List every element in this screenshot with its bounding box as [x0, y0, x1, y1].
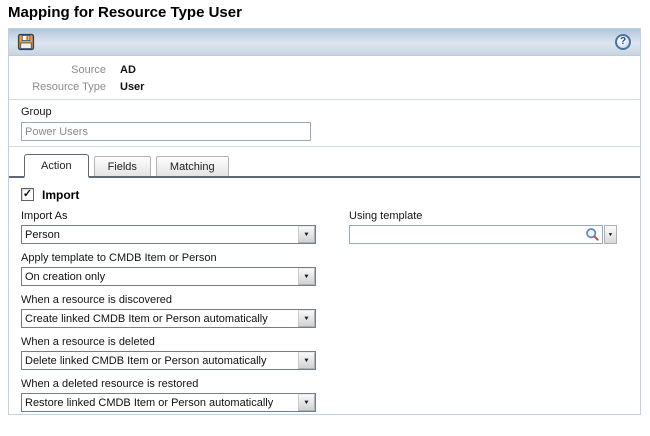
- source-label: Source: [71, 63, 106, 76]
- apply-template-label: Apply template to CMDB Item or Person: [21, 252, 217, 264]
- dropdown-arrow-glyph: ▼: [303, 231, 310, 238]
- dropdown-arrow-glyph: ▼: [303, 273, 310, 280]
- tab-fields[interactable]: Fields: [94, 156, 151, 176]
- tabstrip: [9, 147, 640, 178]
- group-label: Group: [21, 106, 52, 118]
- group-section: [9, 100, 640, 147]
- page-title: Mapping for Resource Type User: [8, 4, 242, 21]
- toolbar: [9, 29, 640, 56]
- dropdown-arrow-glyph: ▼: [303, 399, 310, 406]
- source-value: AD: [120, 63, 136, 76]
- using-template-input[interactable]: [350, 227, 582, 242]
- resource-discovered-label: When a resource is discovered: [21, 294, 173, 306]
- using-template-column: [349, 202, 617, 244]
- group-input[interactable]: [21, 122, 311, 141]
- tab-content-section: [9, 147, 640, 414]
- using-template-lookup: [349, 225, 617, 244]
- mapping-panel: [8, 28, 641, 415]
- import-checkbox[interactable]: [21, 188, 34, 201]
- resource-discovered-select[interactable]: [21, 309, 316, 328]
- chevron-down-icon[interactable]: [298, 352, 315, 369]
- apply-template-value: On creation only: [25, 270, 106, 283]
- import-row: [21, 187, 628, 202]
- using-template-label: Using template: [349, 210, 423, 222]
- info-row-source: [9, 61, 640, 78]
- save-icon: [17, 33, 35, 51]
- chevron-down-icon[interactable]: [298, 226, 315, 243]
- help-icon: ?: [615, 34, 631, 50]
- resource-discovered-value: Create linked CMDB Item or Person automatically: [25, 312, 268, 325]
- resource-deleted-label: When a resource is deleted: [21, 336, 155, 348]
- resource-restored-select[interactable]: [21, 393, 316, 412]
- dropdown-arrow-glyph: ▼: [303, 357, 310, 364]
- save-button[interactable]: [15, 31, 37, 53]
- template-menu-button[interactable]: [604, 225, 617, 244]
- resource-deleted-select[interactable]: [21, 351, 316, 370]
- import-label: Import: [42, 187, 80, 202]
- import-as-template-row: [21, 202, 628, 244]
- chevron-down-icon[interactable]: [298, 394, 315, 411]
- info-section: [9, 56, 640, 100]
- magnifier-icon: [585, 227, 600, 242]
- help-button[interactable]: [612, 31, 634, 53]
- action-tab-content: [9, 178, 640, 414]
- resource-restored-label: When a deleted resource is restored: [21, 378, 199, 390]
- tab-action[interactable]: Action: [24, 154, 89, 178]
- using-template-input-wrap: [349, 225, 603, 244]
- check-icon: ✓: [22, 188, 33, 200]
- chevron-down-icon[interactable]: [298, 268, 315, 285]
- tab-matching[interactable]: Matching: [156, 156, 229, 176]
- import-as-label: Import As: [21, 210, 68, 222]
- search-lookup-button[interactable]: [582, 227, 602, 242]
- dropdown-arrow-glyph: ▼: [303, 315, 310, 322]
- chevron-down-icon[interactable]: [298, 310, 315, 327]
- dropdown-arrow-glyph: ▼: [607, 231, 614, 238]
- import-as-value: Person: [25, 228, 60, 241]
- resource-type-value: User: [120, 80, 145, 93]
- resource-restored-value: Restore linked CMDB Item or Person automatically: [25, 396, 274, 409]
- import-as-select[interactable]: [21, 225, 316, 244]
- import-as-column: [21, 202, 316, 244]
- info-row-resource-type: [9, 78, 640, 95]
- resource-deleted-value: Delete linked CMDB Item or Person automatically: [25, 354, 267, 367]
- apply-template-select[interactable]: [21, 267, 316, 286]
- resource-type-label: Resource Type: [32, 80, 106, 93]
